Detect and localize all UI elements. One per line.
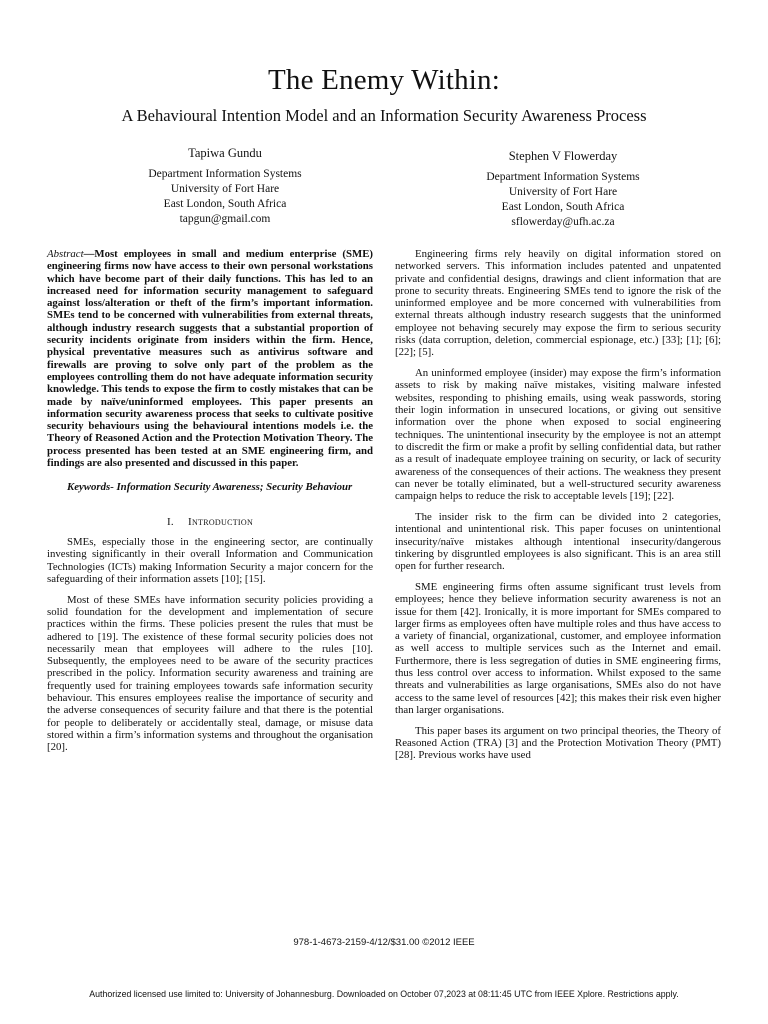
author-name: Tapiwa Gundu [188, 146, 262, 160]
section-number: I. [166, 515, 174, 528]
author-city: East London, South Africa [163, 198, 287, 210]
paper-subtitle: A Behavioural Intention Model and an Information Security Awareness Process [121, 106, 647, 125]
author-dept: Department Information Systems [148, 168, 302, 180]
paragraph: An uninformed employee (insider) may expose the firm’s information assets to risk by making naïve mistakes, visiting malware infested websites, responding to phishing emails, using weak passwords, storing their login information in unsecured locations, or giving out sensitive information over the phone when exposed to social engineering techniques. The unintentional insecurity by the employee is not an attempt to discredit the firm or make a profit by selling confidential data, but rather as a result of inadequate employee training on security, or lack of security awareness of the consequences of their actions. The weakness they present can never be totally eliminated, but a well-structured security awareness campaign helps to reduce the risk to acceptable levels [19]; [22]. [395, 367, 721, 503]
keywords: Keywords- Information Security Awareness; Security Behaviour [67, 481, 353, 494]
left-column [47, 248, 373, 762]
author-email: tapgun@gmail.com [179, 213, 271, 225]
isbn-footer: 978-1-4673-2159-4/12/$31.00 ©2012 IEEE [293, 937, 475, 948]
abstract-text: —Most employees in small and medium enterprise (SME) engineering firms now have access to their own personal workstations which have become part of their daily functions. This has led to an increased need for information security management to safeguard against loss/alteration or theft of the firm’s important information. SMEs tend to be concerned with vulnerabilities from external threats, although industry research suggests that a substantial proportion of security incidents originate from insiders within the firm. Hence, physical preventative measures such as antivirus software and firewalls are proving to solve only part of the problem as the employees controlling them do not have adequate information security knowledge. This tends to expose the firm to costly mistakes that can be made by naïve/uninformed employees. This paper presents an information security awareness process that seeks to cultivate positive security behaviours using the behavioural intentions models i.e. the Theory of Reasoned Action and the Protection Motivation Theory. The process presented has been tested at an SME engineering firm, and findings are also presented and discussed in this paper. [47, 248, 373, 470]
paper-title: The Enemy Within: [267, 64, 501, 96]
author-dept: Department Information Systems [486, 171, 640, 183]
paragraph: Most of these SMEs have information security policies providing a solid foundation for the development and implementation of secure practices within the firms. These policies present the rules that must be adhered to [19]. The existence of these formal security policies does not necessarily mean that employees will adhere to the rules [10]. Subsequently, the employees need to be aware of the security practices prescribed in the policy. Information security awareness and training are frequently used for training employees towards safe information security behaviour. This ensures employees realise the importance of security and the adverse consequences of security failure and that there is the potential for people to deliberately or accidentally steal, damage, or misuse data stored within a firm’s information systems and throughout the organisation [20]. [47, 593, 373, 754]
section-title: Introduction [187, 515, 254, 528]
author-email: sflowerday@ufh.ac.za [511, 216, 615, 228]
abstract [47, 248, 373, 469]
right-column [395, 248, 721, 770]
paragraph: Engineering firms rely heavily on digital information stored on networked servers. This information includes patented and unpatented private and confidential designs, drawings and client information that are prone to security threats. Engineering SMEs tend to ignore the risk of the uninformed employee and be more concerned with vulnerabilities from external threats although industry research suggests that the uninformed employee not behaving securely may expose the firm to serious security risks (data corruption, deletion, commercial espionage, etc.) [33]; [1]; [6]; [22]; [5]. [395, 248, 721, 359]
author-name: Stephen V Flowerday [508, 149, 618, 163]
author-org: University of Fort Hare [170, 183, 280, 195]
license-footer: Authorized licensed use limited to: University of Johannesburg. Downloaded on October 07,2023 at 08:11:45 UTC from IEEE Xplore. Restrictions apply. [89, 989, 679, 999]
author-city: East London, South Africa [501, 201, 625, 213]
paragraph: This paper bases its argument on two principal theories, the Theory of Reasoned Action (TRA) [3] and the Protection Motivation Theory (PMT) [28]. Previous works have used [395, 724, 721, 762]
abstract-label: Abstract [47, 248, 84, 260]
paragraph: SME engineering firms often assume significant trust levels from employees; hence they believe information security awareness is not an issue for them [42]. Ironically, it is more important for SMEs compared to larger firms as employees often have multiple roles and thus have access to a variety of financial, organizational, customer, and employee information as well access to multiple services such as the Internet and email. Furthermore, there is less segregation of duties in SME engineering firms, thus less control over access to information. Whilst exposed to the same threats and vulnerabilities as large organisations, SMEs also do not have access to the same level of resources [42]; this makes their risk even higher than larger organisations. [395, 580, 721, 716]
author-block-1 [100, 146, 350, 227]
author-org: University of Fort Hare [508, 186, 618, 198]
author-block-2 [438, 149, 688, 230]
section-heading [47, 516, 373, 528]
paragraph: SMEs, especially those in the engineering sector, are continually investing significantly in their overall Information and Communication Technologies (ICTs) making Information Security a major concern for the safeguarding of their information assets [10]; [15]. [47, 535, 373, 585]
paragraph: The insider risk to the firm can be divided into 2 categories, intentional and unintentional risk. This paper focuses on unintentional insecurity/naïve mistakes although intentional insecurity/dangerous tinkering by disgruntled employees is also significant. This is an area still open for further research. [395, 510, 721, 573]
